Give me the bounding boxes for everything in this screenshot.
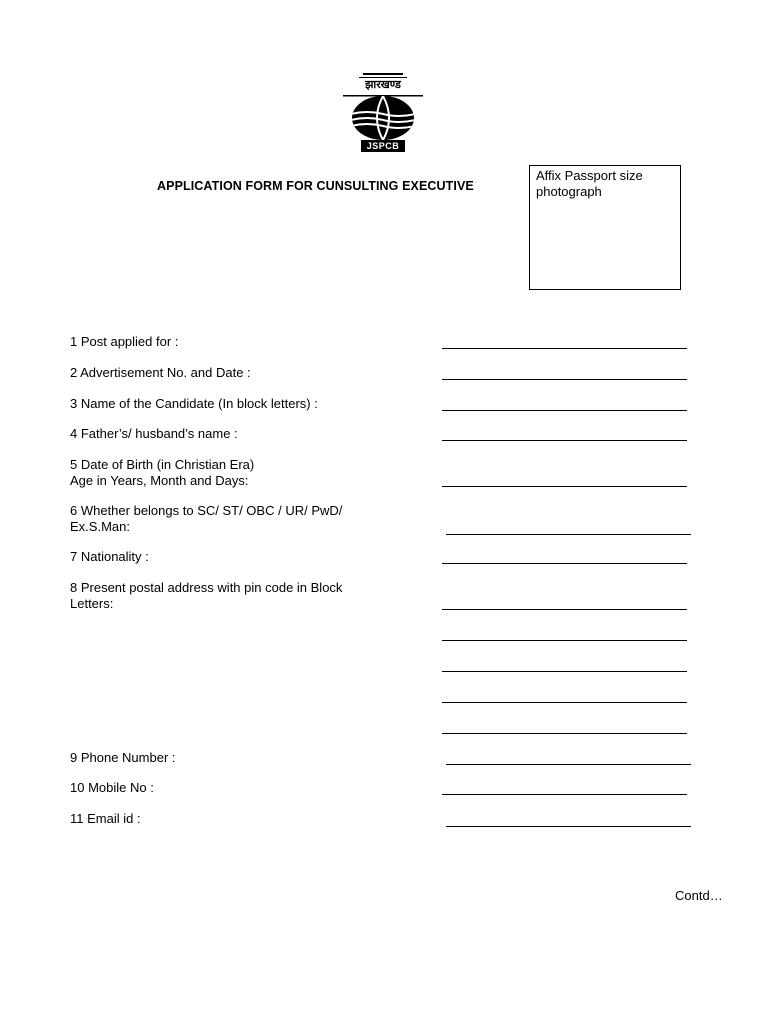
address-line-5-blank[interactable] [442,733,687,734]
field-label-text: Age in Years, Month and Days: [70,473,249,488]
field-label-nationality [70,549,149,565]
field-label-text: 7 Nationality : [70,549,149,564]
field-label-postal-address [70,580,342,612]
mobile-blank[interactable] [442,794,687,795]
field-label-text: 5 Date of Birth (in Christian Era) [70,457,255,472]
form-title: APPLICATION FORM FOR CUNSULTING EXECUTIVE [157,179,474,193]
field-label-email [70,811,141,827]
field-label-text: 3 Name of the Candidate (In block letters) : [70,396,318,411]
candidate-name-blank[interactable] [442,410,687,411]
field-label-candidate-name [70,396,318,412]
field-label-category [70,503,342,535]
field-label-text: 11 Email id : [70,811,141,826]
email-blank[interactable] [446,826,691,827]
field-label-mobile [70,780,154,796]
field-label-text: 2 Advertisement No. and Date : [70,365,251,380]
field-label-text: 6 Whether belongs to SC/ ST/ OBC / UR/ PwD/ [70,503,343,518]
field-label-text: 4 Father’s/ husband’s name : [70,426,238,441]
address-line-4-blank[interactable] [442,702,687,703]
field-label-father-name [70,426,238,442]
field-label-text: 8 Present postal address with pin code in Block [70,580,343,595]
field-label-date-of-birth [70,457,254,489]
father-name-blank[interactable] [442,440,687,441]
address-line-3-blank[interactable] [442,671,687,672]
advertisement-blank[interactable] [442,379,687,380]
category-blank[interactable] [446,534,691,535]
photo-box-line2: photograph [536,184,602,199]
field-label-text: 9 Phone Number : [70,750,176,765]
photo-box-line1: Affix Passport size [536,168,643,183]
field-label-phone [70,750,176,766]
logo-abbrev: JSPCB [366,141,400,151]
post-applied-blank[interactable] [442,348,687,349]
field-label-text: 1 Post applied for : [70,334,179,349]
continued-label: Contd… [675,888,723,903]
address-line-1-blank[interactable] [442,609,687,610]
field-label-text: Ex.S.Man: [70,519,130,534]
field-label-text: 10 Mobile No : [70,780,154,795]
jspcb-logo [337,70,429,158]
field-label-post-applied [70,334,178,350]
field-label-advertisement [70,365,251,381]
phone-blank[interactable] [446,764,691,765]
field-label-text: Letters: [70,596,114,611]
photo-box [529,165,681,290]
address-line-2-blank[interactable] [442,640,687,641]
nationality-blank[interactable] [442,563,687,564]
logo-hindi-text: झारखण्ड [365,78,401,91]
date-of-birth-blank[interactable] [442,486,687,487]
